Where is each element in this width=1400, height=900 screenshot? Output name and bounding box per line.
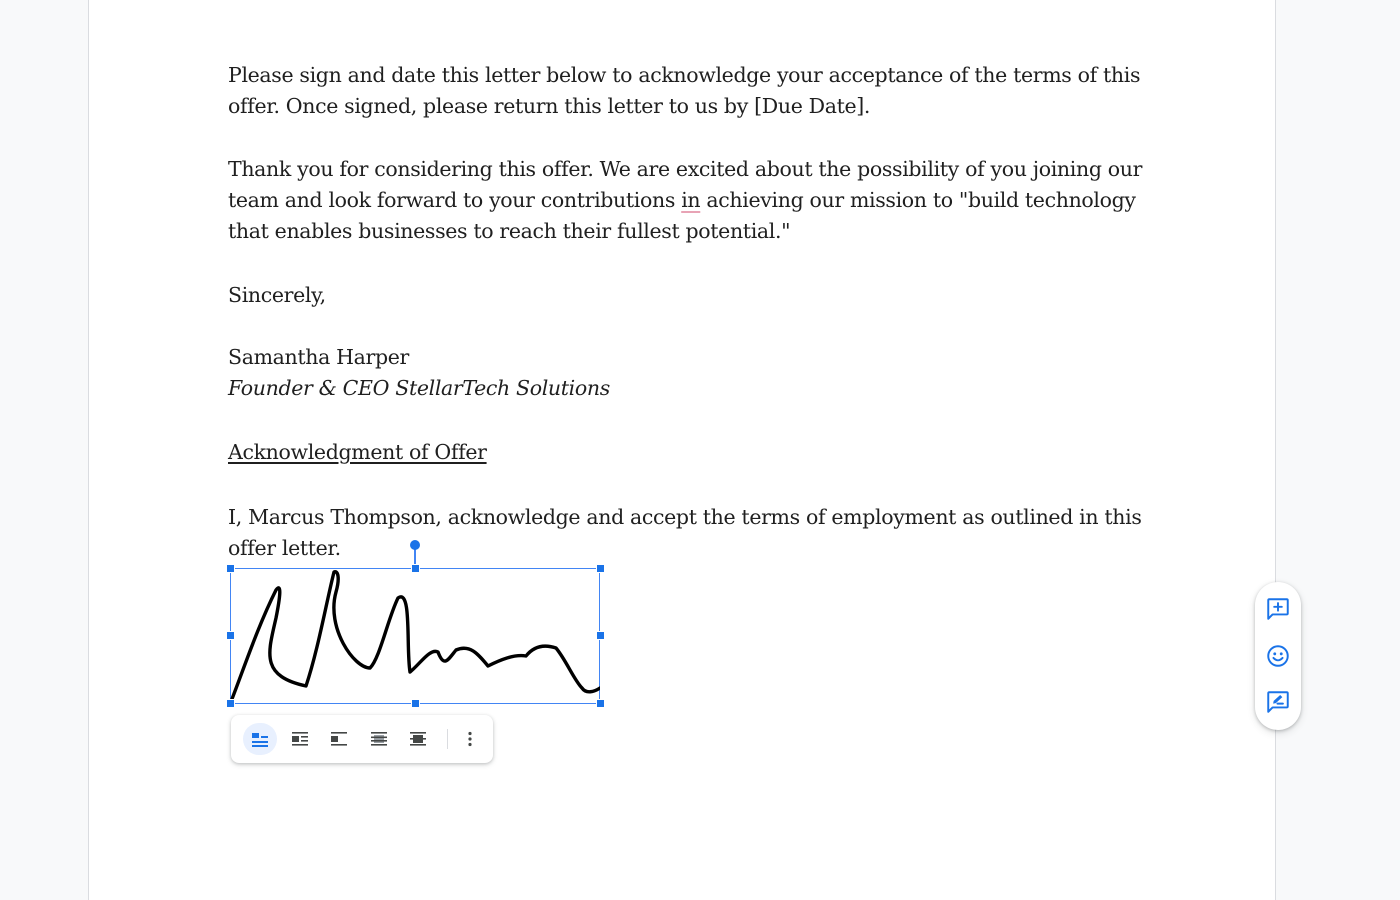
text-segment: achieving our mission to "build technology <box>700 188 1136 213</box>
inline-icon <box>250 729 270 749</box>
break-text-icon <box>329 729 349 749</box>
text-line: that enables businesses to reach their fullest potential." <box>228 219 791 244</box>
break-text-button[interactable] <box>322 723 356 755</box>
text-line: offer. Once signed, please return this letter to us by [Due Date]. <box>228 94 871 119</box>
resize-handle-bottom-left[interactable] <box>226 699 235 708</box>
signer-name[interactable]: Samantha Harper <box>228 345 410 369</box>
acknowledgment-paragraph[interactable] <box>228 502 1148 564</box>
resize-handle-top-right[interactable] <box>596 564 605 573</box>
resize-handle-left[interactable] <box>226 631 235 640</box>
wrap-text-icon <box>290 729 310 749</box>
image-options-toolbar <box>231 715 493 763</box>
behind-text-icon <box>369 729 389 749</box>
signer-title[interactable]: Founder & CEO StellarTech Solutions <box>228 376 610 400</box>
add-comment-button[interactable] <box>1262 593 1294 625</box>
toolbar-divider <box>447 729 448 749</box>
rotate-handle[interactable] <box>410 540 420 550</box>
more-options-button[interactable] <box>453 723 487 755</box>
behind-text-button[interactable] <box>362 723 396 755</box>
suggest-edit-icon <box>1265 689 1291 715</box>
text-line: Please sign and date this letter below to acknowledge your acceptance of the terms of this <box>228 63 1141 87</box>
in-front-of-text-icon <box>408 729 428 749</box>
more-vert-icon <box>460 729 480 749</box>
text-line <box>228 185 1148 216</box>
add-emoji-reaction-button[interactable] <box>1262 640 1294 672</box>
paragraph-sign-instructions[interactable] <box>228 60 1148 122</box>
acknowledgment-heading[interactable] <box>228 437 1148 468</box>
spellcheck-flagged-word[interactable]: in <box>681 188 701 213</box>
resize-handle-top[interactable] <box>411 564 420 573</box>
in-line-with-text-button[interactable] <box>243 723 277 755</box>
add-comment-icon <box>1265 596 1291 622</box>
text-line: offer letter. <box>228 536 341 561</box>
side-actions-panel <box>1255 582 1301 730</box>
closing-text[interactable]: Sincerely, <box>228 283 326 307</box>
signature-image[interactable] <box>230 568 600 704</box>
suggest-edits-button[interactable] <box>1262 686 1294 718</box>
wrap-text-button[interactable] <box>283 723 317 755</box>
paragraph-thank-you[interactable] <box>228 154 1148 248</box>
text-segment: team and look forward to your contributions <box>228 188 682 213</box>
in-front-of-text-button[interactable] <box>401 723 435 755</box>
resize-handle-bottom-right[interactable] <box>596 699 605 708</box>
text-line: Thank you for considering this offer. We are excited about the possibility of you joining our <box>228 157 1143 181</box>
emoji-icon <box>1265 643 1291 669</box>
text-line: I, Marcus Thompson, acknowledge and accept the terms of employment as outlined in this <box>228 505 1142 529</box>
heading-text: Acknowledgment of Offer <box>228 440 487 464</box>
resize-handle-right[interactable] <box>596 631 605 640</box>
resize-handle-top-left[interactable] <box>226 564 235 573</box>
resize-handle-bottom[interactable] <box>411 699 420 708</box>
signature-drawing <box>230 568 600 704</box>
